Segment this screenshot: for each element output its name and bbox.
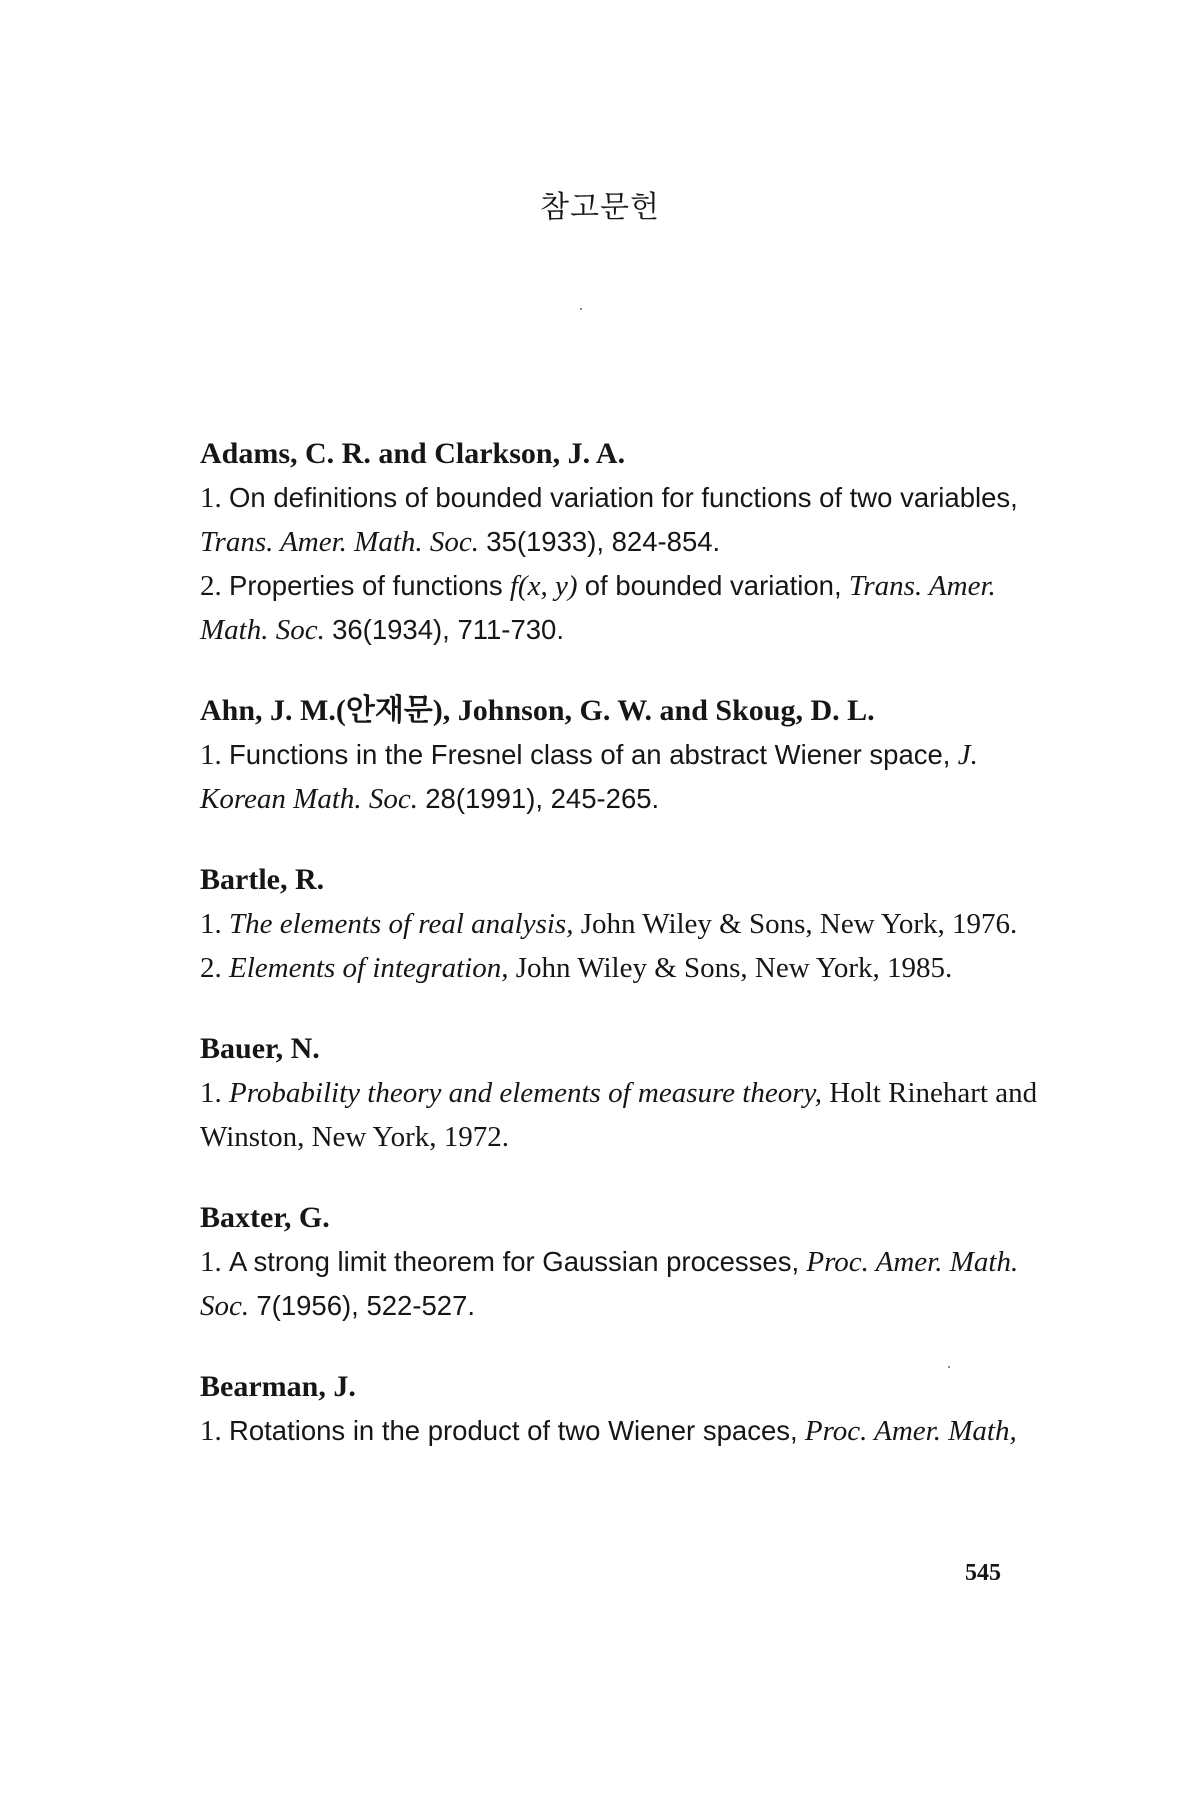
reference-entry <box>200 432 1050 652</box>
author-name: Baxter, G. <box>200 1201 330 1234</box>
reference-entry <box>200 1027 1050 1159</box>
page-heading: 참고문헌 <box>540 190 660 225</box>
reference-details: 7(1956), 522-527. <box>256 1290 476 1321</box>
reference-item <box>200 733 1050 821</box>
reference-number: 1. <box>200 1077 222 1109</box>
reference-number: 1. <box>200 482 222 514</box>
reference-title: Functions in the Fresnel class of an abstract Wiener space, <box>229 739 951 770</box>
reference-title: On definitions of bounded variation for functions of two variables, <box>229 482 1018 513</box>
reference-item <box>200 1071 1050 1159</box>
author-name: Bauer, N. <box>200 1032 320 1065</box>
scan-speck <box>580 308 582 310</box>
reference-number: 1. <box>200 1246 222 1278</box>
reference-item <box>200 902 1050 946</box>
author-name: Bearman, J. <box>200 1370 356 1403</box>
journal-name: Proc. Amer. Math, <box>804 1415 1017 1447</box>
author-name: Bartle, R. <box>200 863 325 896</box>
reference-item <box>200 946 1050 990</box>
scan-speck <box>948 1366 950 1368</box>
reference-title: Properties of functions <box>229 570 503 601</box>
publisher-details: Holt Rinehart and Winston, New York, 1972. <box>200 1077 1038 1153</box>
reference-entry <box>200 689 1050 821</box>
journal-name: Trans. Amer. Math. Soc. <box>200 570 996 646</box>
function-notation: f(x, y) <box>509 570 578 602</box>
reference-item <box>200 476 1050 564</box>
publisher-details: John Wiley & Sons, New York, 1985. <box>515 952 953 984</box>
reference-title-cont: of bounded variation, <box>584 570 842 601</box>
journal-name: Proc. Amer. Math. Soc. <box>200 1246 1019 1322</box>
journal-name: Trans. Amer. Math. Soc. <box>200 526 480 558</box>
reference-details: 35(1933), 824-854. <box>486 526 721 557</box>
book-title: Probability theory and elements of measure theory, <box>229 1077 823 1109</box>
reference-list <box>200 432 1050 1490</box>
publisher-details: John Wiley & Sons, New York, 1976. <box>580 908 1018 940</box>
reference-item <box>200 1409 1050 1453</box>
reference-number: 1. <box>200 1415 222 1447</box>
author-name: Ahn, J. M.(안재문), Johnson, G. W. and Skoug, D. L. <box>200 694 875 727</box>
page-number: 545 <box>965 1560 1001 1586</box>
reference-entry <box>200 1196 1050 1328</box>
book-title: Elements of integration, <box>229 952 509 984</box>
reference-number: 2. <box>200 952 222 984</box>
reference-item <box>200 564 1050 652</box>
reference-details: 28(1991), 245-265. <box>425 783 660 814</box>
book-title: The elements of real analysis, <box>229 908 574 940</box>
journal-name: J. Korean Math. Soc. <box>200 739 978 815</box>
reference-entry <box>200 1365 1050 1453</box>
reference-number: 1. <box>200 739 222 771</box>
reference-details: 36(1934), 711-730. <box>332 614 564 645</box>
reference-number: 2. <box>200 570 222 602</box>
reference-title: Rotations in the product of two Wiener spaces, <box>229 1415 798 1446</box>
author-name: Adams, C. R. and Clarkson, J. A. <box>200 437 626 470</box>
reference-entry <box>200 858 1050 990</box>
reference-number: 1. <box>200 908 222 940</box>
reference-title: A strong limit theorem for Gaussian processes, <box>229 1246 800 1277</box>
reference-item <box>200 1240 1050 1328</box>
